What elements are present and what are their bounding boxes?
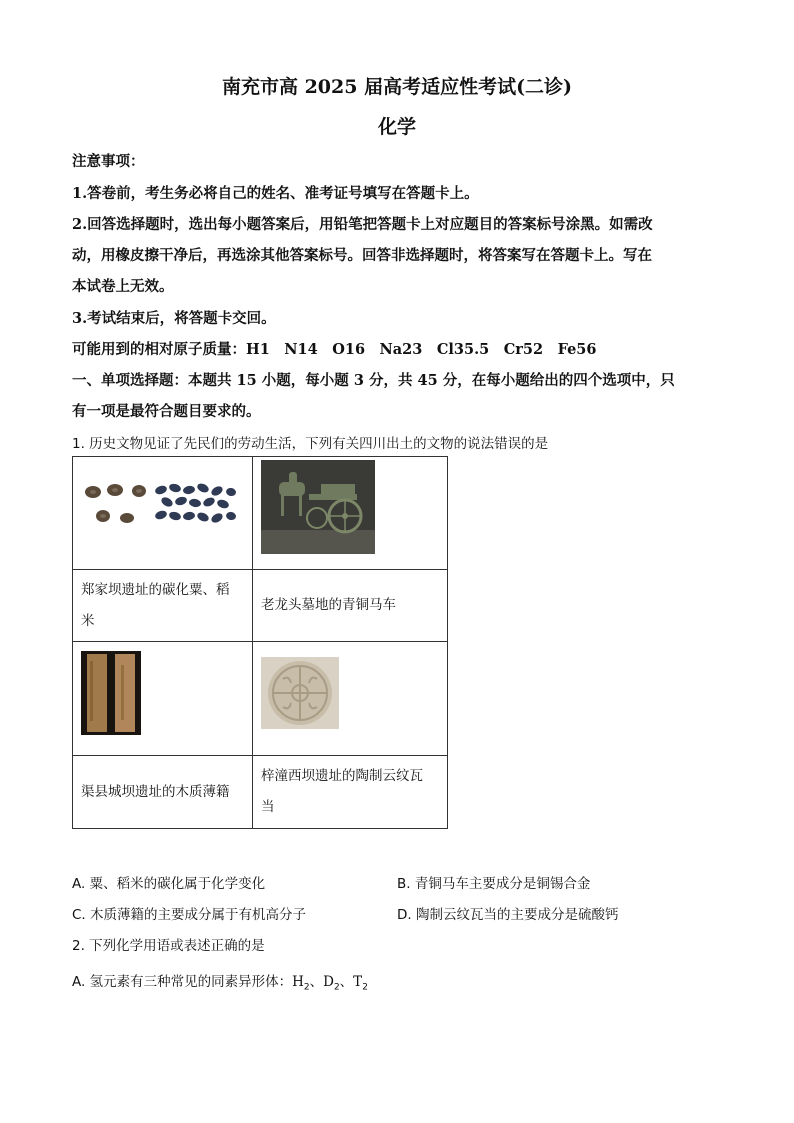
atomic-masses: 可能用到的相对原子质量：H1 N14 O16 Na23 Cl35.5 Cr52 Fe56 [72, 341, 597, 358]
subject-title: 化学 [377, 116, 416, 138]
relic-caption: 梓潼西坝遗址的陶制云纹瓦 当 [253, 756, 448, 829]
question-1-option-a: A. 粟、稻米的碳化属于化学变化 [72, 876, 266, 892]
relic-image-cell [73, 457, 253, 570]
notice-item-2: 2.回答选择题时，选出每小题答案后，用铅笔把答题卡上对应题目的答案标号涂黑。如需改 [72, 216, 653, 233]
carbonized-grain-image [81, 478, 239, 536]
question-1-stem: 1. 历史文物见证了先民们的劳动生活，下列有关四川出土的文物的说法错误的是 [72, 436, 549, 452]
relic-image-cell [253, 457, 448, 570]
section-heading-cont: 有一项是最符合题目要求的。 [72, 403, 261, 420]
question-1-option-b: B. 青铜马车主要成分是铜锡合金 [397, 876, 591, 892]
pottery-eave-tile-image [261, 657, 339, 729]
notice-item-1: 1.答卷前，考生务必将自己的姓名、准考证号填写在答题卡上。 [72, 185, 479, 202]
exam-title: 南充市高 2025 届高考适应性考试(二诊) [221, 76, 573, 98]
section-heading: 一、单项选择题：本题共 15 小题，每小题 3 分，共 45 分，在每小题给出的四个选项中，只 [72, 372, 675, 389]
notice-item-2-cont: 动，用橡皮擦干净后，再选涂其他答案标号。回答非选择题时，将答案写在答题卡上。写在 [72, 247, 652, 264]
relic-image-cell [73, 642, 253, 756]
question-2-option-a: A. 氢元素有三种常见的同素异形体：$H_2$、$D_2$、$T_2$ [72, 974, 368, 993]
notice-item-3: 3.考试结束后，将答题卡交回。 [72, 310, 276, 327]
notice-heading: 注意事项： [72, 153, 145, 170]
question-1-option-c: C. 木质薄籍的主要成分属于有机高分子 [72, 907, 307, 923]
question-2-stem: 2. 下列化学用语或表述正确的是 [72, 938, 265, 954]
relic-caption: 渠县城坝遗址的木质薄籍 [73, 756, 253, 829]
relic-caption: 郑家坝遗址的碳化粟、稻 米 [73, 570, 253, 642]
relic-image-cell [253, 642, 448, 756]
question-1-option-d: D. 陶制云纹瓦当的主要成分是硫酸钙 [397, 907, 619, 923]
relics-table [72, 456, 448, 829]
relic-caption: 老龙头墓地的青铜马车 [253, 570, 448, 642]
notice-item-2-end: 本试卷上无效。 [72, 278, 174, 295]
bronze-chariot-image [261, 460, 375, 554]
wooden-slips-image [81, 651, 141, 735]
